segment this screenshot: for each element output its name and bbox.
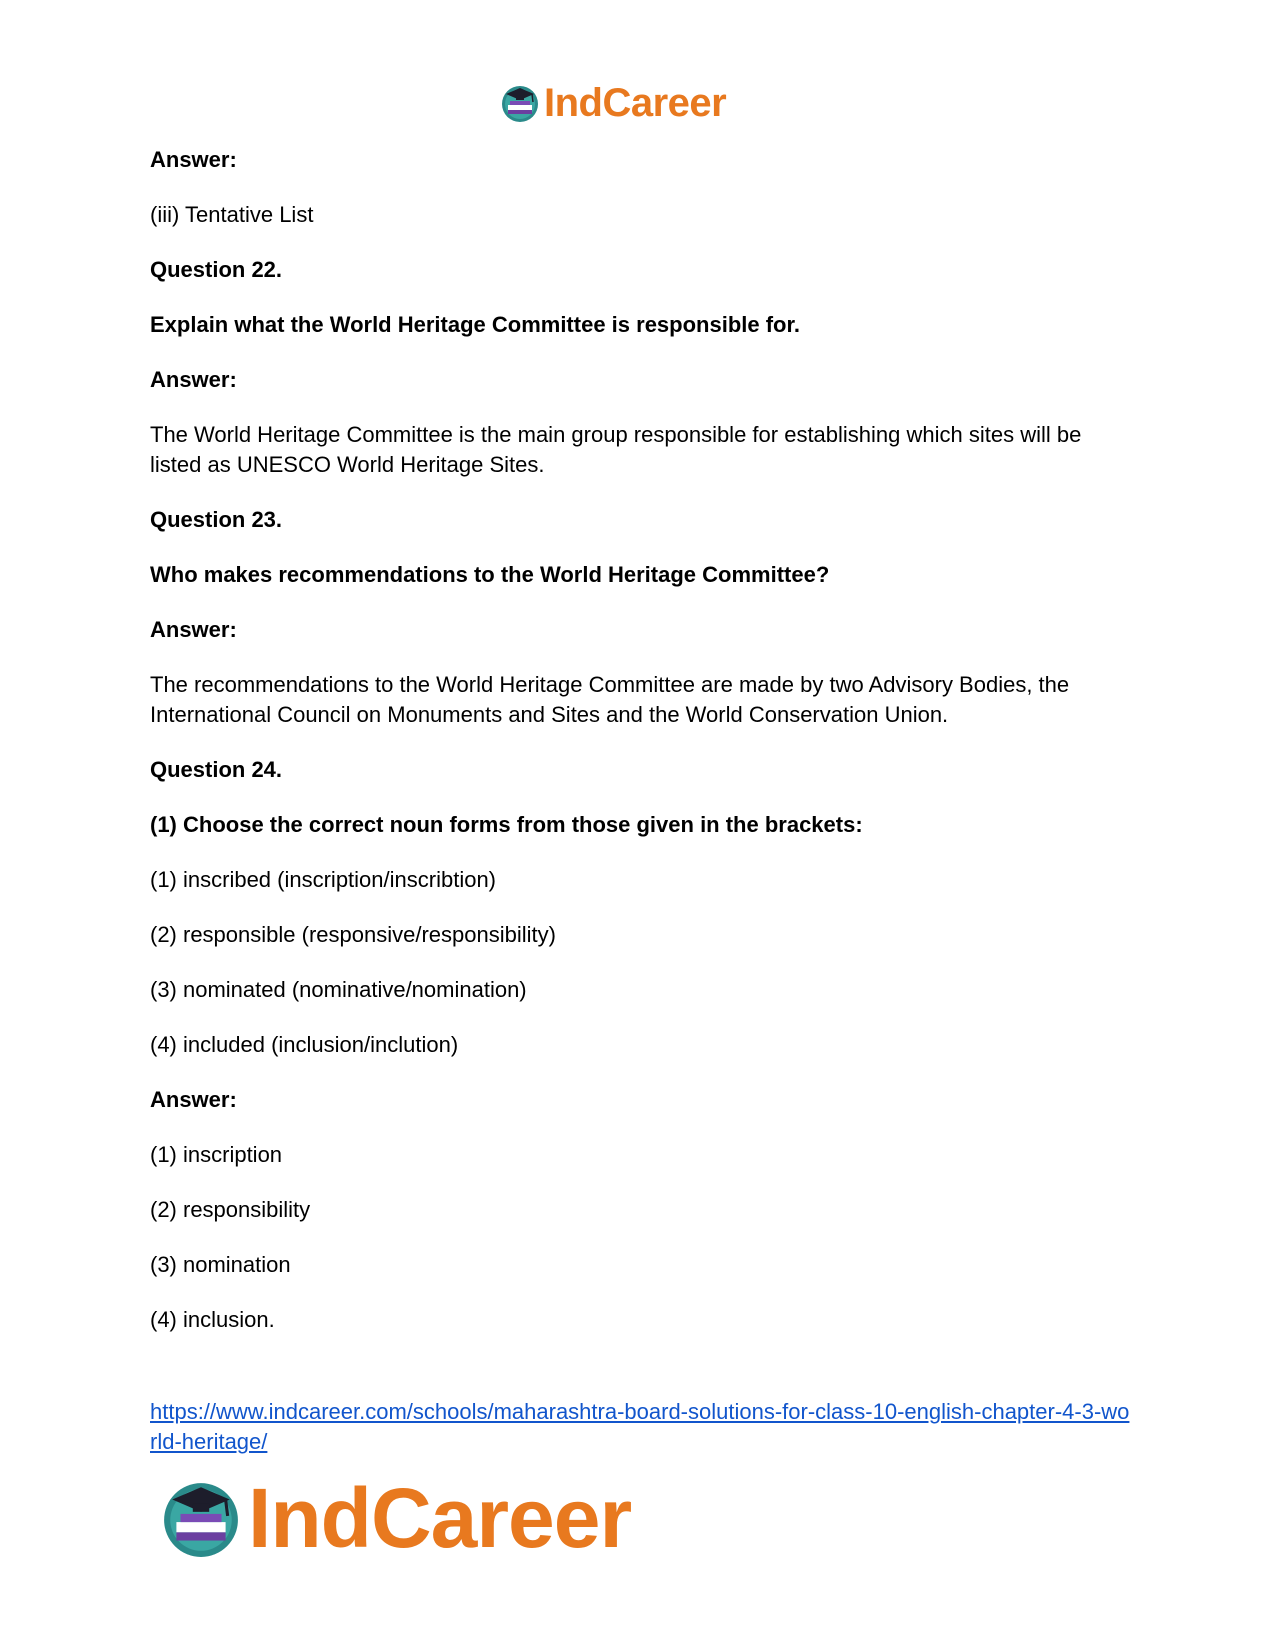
body-text: The recommendations to the World Heritage Committee are made by two Advisory Bodies, the International Council on Monuments and Sites and the World Conservation Union.: [150, 672, 1070, 727]
heading-text: Question 23.: [150, 507, 283, 532]
heading-text: Answer:: [150, 367, 237, 392]
brand-name: IndCareer: [544, 81, 727, 125]
heading-text: Answer:: [150, 617, 237, 642]
heading-text: Answer:: [150, 1087, 237, 1112]
heading-text: Explain what the World Heritage Committee is responsible for.: [150, 312, 800, 337]
heading-text: Question 24.: [150, 757, 283, 782]
body-text: (3) nomination: [150, 1252, 291, 1277]
brand-name: IndCareer: [248, 1471, 632, 1565]
source-link[interactable]: https://www.indcareer.com/schools/maharashtra-board-solutions-for-class-10-english-chapter-4-3-world-heritage/: [150, 1399, 1130, 1454]
heading-text: (1) Choose the correct noun forms from those given in the brackets:: [150, 812, 863, 837]
body-text: (3) nominated (nominative/nomination): [150, 977, 527, 1002]
heading-text: Answer:: [150, 147, 237, 172]
body-text: (iii) Tentative List: [150, 202, 314, 227]
body-text: (4) included (inclusion/inclution): [150, 1032, 459, 1057]
body-text: (2) responsible (responsive/responsibility): [150, 922, 556, 947]
body-text: (1) inscribed (inscription/inscribtion): [150, 867, 497, 892]
heading-text: Who makes recommendations to the World Heritage Committee?: [150, 562, 830, 587]
body-text: (1) inscription: [150, 1142, 283, 1167]
body-text: (4) inclusion.: [150, 1307, 275, 1332]
header-logo: [500, 80, 726, 126]
graduation-book-icon: [160, 1477, 242, 1559]
footer-logo: [160, 1468, 631, 1568]
body-text: The World Heritage Committee is the main group responsible for establishing which sites will be listed as UNESCO World Heritage Sites.: [150, 422, 1082, 477]
body-text: (2) responsibility: [150, 1197, 311, 1222]
heading-text: Question 22.: [150, 257, 283, 282]
document-body: [150, 145, 1135, 1360]
graduation-book-icon: [500, 83, 540, 123]
